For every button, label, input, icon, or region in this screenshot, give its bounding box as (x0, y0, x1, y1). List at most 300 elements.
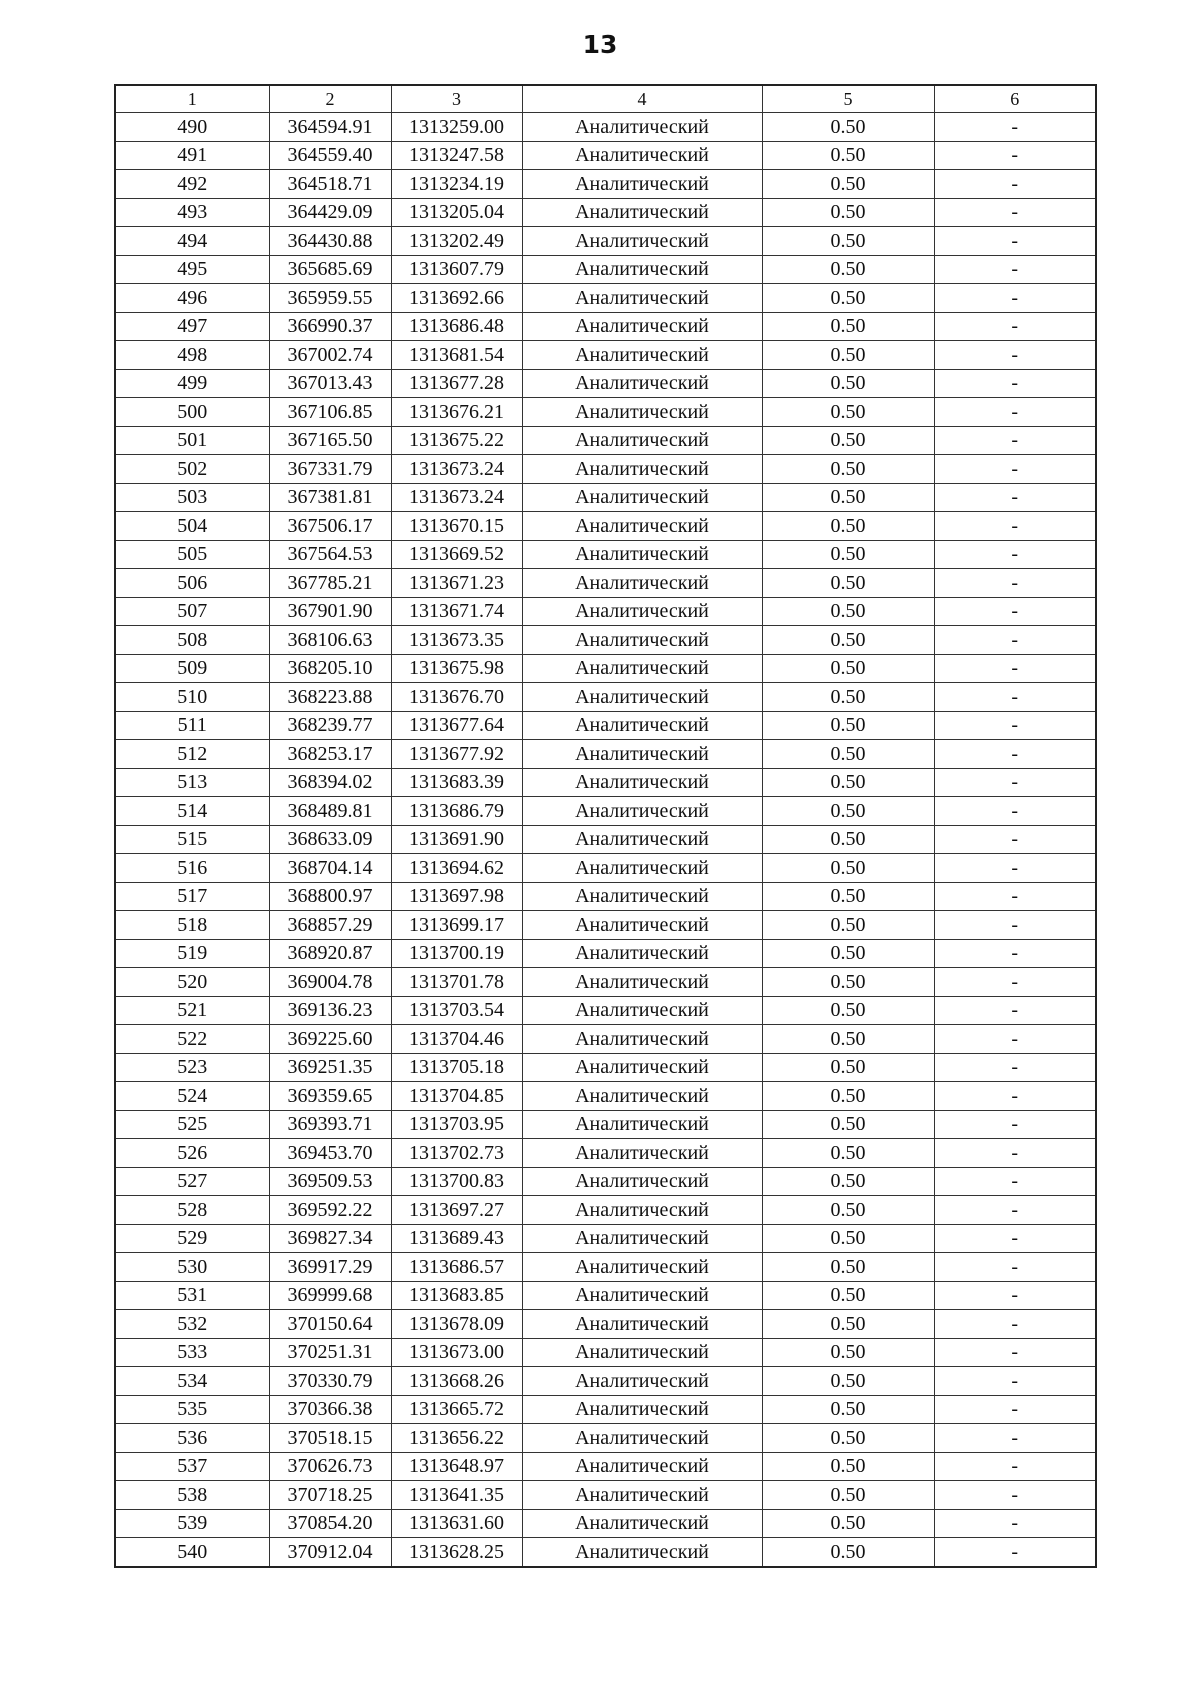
table-row (115, 740, 1096, 769)
accuracy-cell: 0.50 (762, 455, 934, 484)
accuracy-cell: 0.50 (762, 483, 934, 512)
note-cell: - (934, 369, 1096, 398)
table-row (115, 1395, 1096, 1424)
method-cell: Аналитический (522, 1481, 762, 1510)
coordinate-y-cell: 1313675.98 (391, 654, 522, 683)
table-row (115, 654, 1096, 683)
coordinate-y-cell: 1313676.21 (391, 398, 522, 427)
coordinate-y-cell: 1313673.00 (391, 1338, 522, 1367)
table-row (115, 141, 1096, 170)
note-cell: - (934, 1139, 1096, 1168)
point-number-cell: 532 (115, 1310, 269, 1339)
coordinate-y-cell: 1313699.17 (391, 911, 522, 940)
method-cell: Аналитический (522, 1538, 762, 1567)
note-cell: - (934, 1424, 1096, 1453)
coordinate-x-cell: 368489.81 (269, 797, 391, 826)
coordinate-x-cell: 370330.79 (269, 1367, 391, 1396)
coordinate-y-cell: 1313701.78 (391, 968, 522, 997)
note-cell: - (934, 1367, 1096, 1396)
column-header-2: 2 (269, 85, 391, 113)
accuracy-cell: 0.50 (762, 1053, 934, 1082)
method-cell: Аналитический (522, 141, 762, 170)
note-cell: - (934, 1253, 1096, 1282)
note-cell: - (934, 1452, 1096, 1481)
coordinate-x-cell: 370518.15 (269, 1424, 391, 1453)
accuracy-cell: 0.50 (762, 512, 934, 541)
coordinate-y-cell: 1313677.28 (391, 369, 522, 398)
table-row (115, 569, 1096, 598)
coordinate-x-cell: 370718.25 (269, 1481, 391, 1510)
accuracy-cell: 0.50 (762, 1110, 934, 1139)
coordinate-x-cell: 367901.90 (269, 597, 391, 626)
coordinate-x-cell: 369827.34 (269, 1224, 391, 1253)
point-number-cell: 492 (115, 170, 269, 199)
column-header-5: 5 (762, 85, 934, 113)
coordinate-x-cell: 367381.81 (269, 483, 391, 512)
table-row (115, 1053, 1096, 1082)
coordinate-y-cell: 1313705.18 (391, 1053, 522, 1082)
point-number-cell: 501 (115, 426, 269, 455)
coordinate-y-cell: 1313694.62 (391, 854, 522, 883)
note-cell: - (934, 1082, 1096, 1111)
method-cell: Аналитический (522, 711, 762, 740)
table-body (115, 113, 1096, 1567)
method-cell: Аналитический (522, 1167, 762, 1196)
coordinate-y-cell: 1313677.92 (391, 740, 522, 769)
coordinate-x-cell: 370626.73 (269, 1452, 391, 1481)
coordinate-y-cell: 1313686.48 (391, 312, 522, 341)
table-row (115, 996, 1096, 1025)
method-cell: Аналитический (522, 626, 762, 655)
coordinate-y-cell: 1313676.70 (391, 683, 522, 712)
method-cell: Аналитический (522, 740, 762, 769)
accuracy-cell: 0.50 (762, 1082, 934, 1111)
point-number-cell: 522 (115, 1025, 269, 1054)
method-cell: Аналитический (522, 170, 762, 199)
note-cell: - (934, 540, 1096, 569)
method-cell: Аналитический (522, 825, 762, 854)
point-number-cell: 505 (115, 540, 269, 569)
table-row (115, 1538, 1096, 1567)
coordinate-y-cell: 1313670.15 (391, 512, 522, 541)
accuracy-cell: 0.50 (762, 426, 934, 455)
coordinate-x-cell: 367785.21 (269, 569, 391, 598)
method-cell: Аналитический (522, 455, 762, 484)
column-header-3: 3 (391, 85, 522, 113)
accuracy-cell: 0.50 (762, 996, 934, 1025)
point-number-cell: 507 (115, 597, 269, 626)
point-number-cell: 520 (115, 968, 269, 997)
method-cell: Аналитический (522, 1139, 762, 1168)
note-cell: - (934, 455, 1096, 484)
coordinate-x-cell: 368920.87 (269, 939, 391, 968)
coordinate-x-cell: 369225.60 (269, 1025, 391, 1054)
accuracy-cell: 0.50 (762, 597, 934, 626)
accuracy-cell: 0.50 (762, 882, 934, 911)
note-cell: - (934, 1053, 1096, 1082)
method-cell: Аналитический (522, 1338, 762, 1367)
coordinate-x-cell: 369917.29 (269, 1253, 391, 1282)
note-cell: - (934, 768, 1096, 797)
coordinate-x-cell: 370251.31 (269, 1338, 391, 1367)
coordinate-x-cell: 367106.85 (269, 398, 391, 427)
method-cell: Аналитический (522, 968, 762, 997)
coordinate-x-cell: 367165.50 (269, 426, 391, 455)
coordinate-x-cell: 370150.64 (269, 1310, 391, 1339)
point-number-cell: 538 (115, 1481, 269, 1510)
accuracy-cell: 0.50 (762, 569, 934, 598)
note-cell: - (934, 1395, 1096, 1424)
method-cell: Аналитический (522, 882, 762, 911)
page-number: 13 (582, 30, 618, 59)
point-number-cell: 491 (115, 141, 269, 170)
table-row (115, 1424, 1096, 1453)
point-number-cell: 539 (115, 1509, 269, 1538)
note-cell: - (934, 1281, 1096, 1310)
coordinate-x-cell: 368633.09 (269, 825, 391, 854)
note-cell: - (934, 312, 1096, 341)
point-number-cell: 534 (115, 1367, 269, 1396)
point-number-cell: 517 (115, 882, 269, 911)
accuracy-cell: 0.50 (762, 1025, 934, 1054)
accuracy-cell: 0.50 (762, 1139, 934, 1168)
point-number-cell: 530 (115, 1253, 269, 1282)
coordinate-y-cell: 1313234.19 (391, 170, 522, 199)
accuracy-cell: 0.50 (762, 369, 934, 398)
coordinate-y-cell: 1313668.26 (391, 1367, 522, 1396)
method-cell: Аналитический (522, 996, 762, 1025)
coordinate-x-cell: 368800.97 (269, 882, 391, 911)
table-row (115, 255, 1096, 284)
method-cell: Аналитический (522, 284, 762, 313)
coordinate-x-cell: 369453.70 (269, 1139, 391, 1168)
coordinate-x-cell: 364518.71 (269, 170, 391, 199)
coordinate-x-cell: 368239.77 (269, 711, 391, 740)
table-row (115, 626, 1096, 655)
coordinate-y-cell: 1313607.79 (391, 255, 522, 284)
column-header-1: 1 (115, 85, 269, 113)
note-cell: - (934, 1196, 1096, 1225)
column-header-6: 6 (934, 85, 1096, 113)
note-cell: - (934, 882, 1096, 911)
coordinate-x-cell: 369251.35 (269, 1053, 391, 1082)
point-number-cell: 516 (115, 854, 269, 883)
method-cell: Аналитический (522, 911, 762, 940)
note-cell: - (934, 113, 1096, 142)
table-row (115, 284, 1096, 313)
coordinate-y-cell: 1313681.54 (391, 341, 522, 370)
coordinate-x-cell: 370912.04 (269, 1538, 391, 1567)
table-row (115, 711, 1096, 740)
table-row (115, 1452, 1096, 1481)
table-row (115, 968, 1096, 997)
coordinate-y-cell: 1313202.49 (391, 227, 522, 256)
point-number-cell: 509 (115, 654, 269, 683)
coordinate-y-cell: 1313702.73 (391, 1139, 522, 1168)
point-number-cell: 495 (115, 255, 269, 284)
accuracy-cell: 0.50 (762, 540, 934, 569)
accuracy-cell: 0.50 (762, 1310, 934, 1339)
point-number-cell: 526 (115, 1139, 269, 1168)
method-cell: Аналитический (522, 597, 762, 626)
accuracy-cell: 0.50 (762, 626, 934, 655)
coordinate-x-cell: 367564.53 (269, 540, 391, 569)
point-number-cell: 515 (115, 825, 269, 854)
coordinate-y-cell: 1313692.66 (391, 284, 522, 313)
accuracy-cell: 0.50 (762, 797, 934, 826)
method-cell: Аналитический (522, 483, 762, 512)
table-row (115, 825, 1096, 854)
table-row (115, 369, 1096, 398)
coordinate-y-cell: 1313697.27 (391, 1196, 522, 1225)
coordinate-x-cell: 368106.63 (269, 626, 391, 655)
coordinate-y-cell: 1313205.04 (391, 198, 522, 227)
coordinate-y-cell: 1313683.85 (391, 1281, 522, 1310)
table-row (115, 797, 1096, 826)
note-cell: - (934, 255, 1096, 284)
column-header-4: 4 (522, 85, 762, 113)
note-cell: - (934, 1224, 1096, 1253)
accuracy-cell: 0.50 (762, 198, 934, 227)
accuracy-cell: 0.50 (762, 170, 934, 199)
point-number-cell: 537 (115, 1452, 269, 1481)
point-number-cell: 504 (115, 512, 269, 541)
accuracy-cell: 0.50 (762, 1395, 934, 1424)
coordinate-y-cell: 1313675.22 (391, 426, 522, 455)
method-cell: Аналитический (522, 1367, 762, 1396)
coordinate-y-cell: 1313697.98 (391, 882, 522, 911)
accuracy-cell: 0.50 (762, 768, 934, 797)
method-cell: Аналитический (522, 1053, 762, 1082)
coordinate-y-cell: 1313677.64 (391, 711, 522, 740)
accuracy-cell: 0.50 (762, 1509, 934, 1538)
point-number-cell: 499 (115, 369, 269, 398)
coordinate-y-cell: 1313678.09 (391, 1310, 522, 1339)
method-cell: Аналитический (522, 683, 762, 712)
table-row (115, 1253, 1096, 1282)
coordinate-y-cell: 1313656.22 (391, 1424, 522, 1453)
accuracy-cell: 0.50 (762, 939, 934, 968)
point-number-cell: 524 (115, 1082, 269, 1111)
header-row (115, 85, 1096, 113)
coordinate-y-cell: 1313683.39 (391, 768, 522, 797)
coordinate-x-cell: 365959.55 (269, 284, 391, 313)
coordinate-y-cell: 1313247.58 (391, 141, 522, 170)
method-cell: Аналитический (522, 255, 762, 284)
accuracy-cell: 0.50 (762, 113, 934, 142)
table-row (115, 854, 1096, 883)
accuracy-cell: 0.50 (762, 1224, 934, 1253)
method-cell: Аналитический (522, 654, 762, 683)
point-number-cell: 523 (115, 1053, 269, 1082)
coordinate-y-cell: 1313703.95 (391, 1110, 522, 1139)
point-number-cell: 518 (115, 911, 269, 940)
method-cell: Аналитический (522, 1424, 762, 1453)
accuracy-cell: 0.50 (762, 1367, 934, 1396)
method-cell: Аналитический (522, 398, 762, 427)
table-row (115, 597, 1096, 626)
table-row (115, 1025, 1096, 1054)
method-cell: Аналитический (522, 939, 762, 968)
note-cell: - (934, 170, 1096, 199)
accuracy-cell: 0.50 (762, 1281, 934, 1310)
point-number-cell: 521 (115, 996, 269, 1025)
note-cell: - (934, 740, 1096, 769)
coordinate-x-cell: 366990.37 (269, 312, 391, 341)
table-row (115, 911, 1096, 940)
method-cell: Аналитический (522, 797, 762, 826)
coordinate-x-cell: 367331.79 (269, 455, 391, 484)
table-row (115, 1481, 1096, 1510)
method-cell: Аналитический (522, 1509, 762, 1538)
note-cell: - (934, 939, 1096, 968)
coordinate-y-cell: 1313665.72 (391, 1395, 522, 1424)
table-row (115, 341, 1096, 370)
coordinate-y-cell: 1313671.74 (391, 597, 522, 626)
method-cell: Аналитический (522, 113, 762, 142)
point-number-cell: 493 (115, 198, 269, 227)
point-number-cell: 506 (115, 569, 269, 598)
method-cell: Аналитический (522, 1082, 762, 1111)
note-cell: - (934, 825, 1096, 854)
note-cell: - (934, 968, 1096, 997)
coordinates-table (114, 84, 1097, 1568)
table-row (115, 227, 1096, 256)
accuracy-cell: 0.50 (762, 1338, 934, 1367)
coordinate-x-cell: 368205.10 (269, 654, 391, 683)
coordinate-x-cell: 369393.71 (269, 1110, 391, 1139)
accuracy-cell: 0.50 (762, 141, 934, 170)
coordinate-y-cell: 1313703.54 (391, 996, 522, 1025)
method-cell: Аналитический (522, 227, 762, 256)
coordinate-x-cell: 368223.88 (269, 683, 391, 712)
table-row (115, 455, 1096, 484)
accuracy-cell: 0.50 (762, 227, 934, 256)
accuracy-cell: 0.50 (762, 1452, 934, 1481)
coordinate-x-cell: 364429.09 (269, 198, 391, 227)
note-cell: - (934, 1509, 1096, 1538)
coordinate-y-cell: 1313671.23 (391, 569, 522, 598)
coordinate-y-cell: 1313641.35 (391, 1481, 522, 1510)
note-cell: - (934, 996, 1096, 1025)
point-number-cell: 528 (115, 1196, 269, 1225)
coordinate-x-cell: 368704.14 (269, 854, 391, 883)
accuracy-cell: 0.50 (762, 1538, 934, 1567)
note-cell: - (934, 569, 1096, 598)
method-cell: Аналитический (522, 1110, 762, 1139)
point-number-cell: 498 (115, 341, 269, 370)
coordinate-x-cell: 365685.69 (269, 255, 391, 284)
point-number-cell: 511 (115, 711, 269, 740)
table-row (115, 1509, 1096, 1538)
coordinate-y-cell: 1313686.79 (391, 797, 522, 826)
point-number-cell: 531 (115, 1281, 269, 1310)
accuracy-cell: 0.50 (762, 1167, 934, 1196)
method-cell: Аналитический (522, 1395, 762, 1424)
coordinate-y-cell: 1313704.46 (391, 1025, 522, 1054)
note-cell: - (934, 341, 1096, 370)
table-row (115, 170, 1096, 199)
note-cell: - (934, 911, 1096, 940)
table-row (115, 483, 1096, 512)
method-cell: Аналитический (522, 1310, 762, 1339)
table-row (115, 1310, 1096, 1339)
accuracy-cell: 0.50 (762, 825, 934, 854)
note-cell: - (934, 483, 1096, 512)
table-row (115, 1139, 1096, 1168)
coordinate-x-cell: 370854.20 (269, 1509, 391, 1538)
coordinate-y-cell: 1313700.83 (391, 1167, 522, 1196)
note-cell: - (934, 198, 1096, 227)
coordinate-y-cell: 1313691.90 (391, 825, 522, 854)
coordinate-x-cell: 369509.53 (269, 1167, 391, 1196)
point-number-cell: 533 (115, 1338, 269, 1367)
coordinate-x-cell: 370366.38 (269, 1395, 391, 1424)
method-cell: Аналитический (522, 540, 762, 569)
accuracy-cell: 0.50 (762, 968, 934, 997)
point-number-cell: 508 (115, 626, 269, 655)
point-number-cell: 527 (115, 1167, 269, 1196)
accuracy-cell: 0.50 (762, 255, 934, 284)
coordinate-x-cell: 367013.43 (269, 369, 391, 398)
point-number-cell: 512 (115, 740, 269, 769)
point-number-cell: 490 (115, 113, 269, 142)
note-cell: - (934, 854, 1096, 883)
table-row (115, 683, 1096, 712)
coordinate-x-cell: 368253.17 (269, 740, 391, 769)
method-cell: Аналитический (522, 312, 762, 341)
coordinate-x-cell: 364594.91 (269, 113, 391, 142)
accuracy-cell: 0.50 (762, 284, 934, 313)
note-cell: - (934, 426, 1096, 455)
coordinate-x-cell: 369136.23 (269, 996, 391, 1025)
table-row (115, 1224, 1096, 1253)
point-number-cell: 503 (115, 483, 269, 512)
point-number-cell: 535 (115, 1395, 269, 1424)
table-row (115, 1367, 1096, 1396)
method-cell: Аналитический (522, 569, 762, 598)
coordinate-x-cell: 364559.40 (269, 141, 391, 170)
point-number-cell: 519 (115, 939, 269, 968)
table-row (115, 768, 1096, 797)
point-number-cell: 500 (115, 398, 269, 427)
point-number-cell: 510 (115, 683, 269, 712)
note-cell: - (934, 597, 1096, 626)
point-number-cell: 496 (115, 284, 269, 313)
method-cell: Аналитический (522, 198, 762, 227)
note-cell: - (934, 1167, 1096, 1196)
coordinate-y-cell: 1313628.25 (391, 1538, 522, 1567)
note-cell: - (934, 1310, 1096, 1339)
point-number-cell: 497 (115, 312, 269, 341)
method-cell: Аналитический (522, 341, 762, 370)
table-row (115, 1167, 1096, 1196)
table-row (115, 426, 1096, 455)
table-header (115, 85, 1096, 113)
method-cell: Аналитический (522, 1196, 762, 1225)
accuracy-cell: 0.50 (762, 711, 934, 740)
accuracy-cell: 0.50 (762, 911, 934, 940)
coordinate-y-cell: 1313689.43 (391, 1224, 522, 1253)
accuracy-cell: 0.50 (762, 1196, 934, 1225)
coordinate-y-cell: 1313631.60 (391, 1509, 522, 1538)
note-cell: - (934, 512, 1096, 541)
table-row (115, 1110, 1096, 1139)
point-number-cell: 536 (115, 1424, 269, 1453)
note-cell: - (934, 711, 1096, 740)
table-row (115, 882, 1096, 911)
note-cell: - (934, 284, 1096, 313)
